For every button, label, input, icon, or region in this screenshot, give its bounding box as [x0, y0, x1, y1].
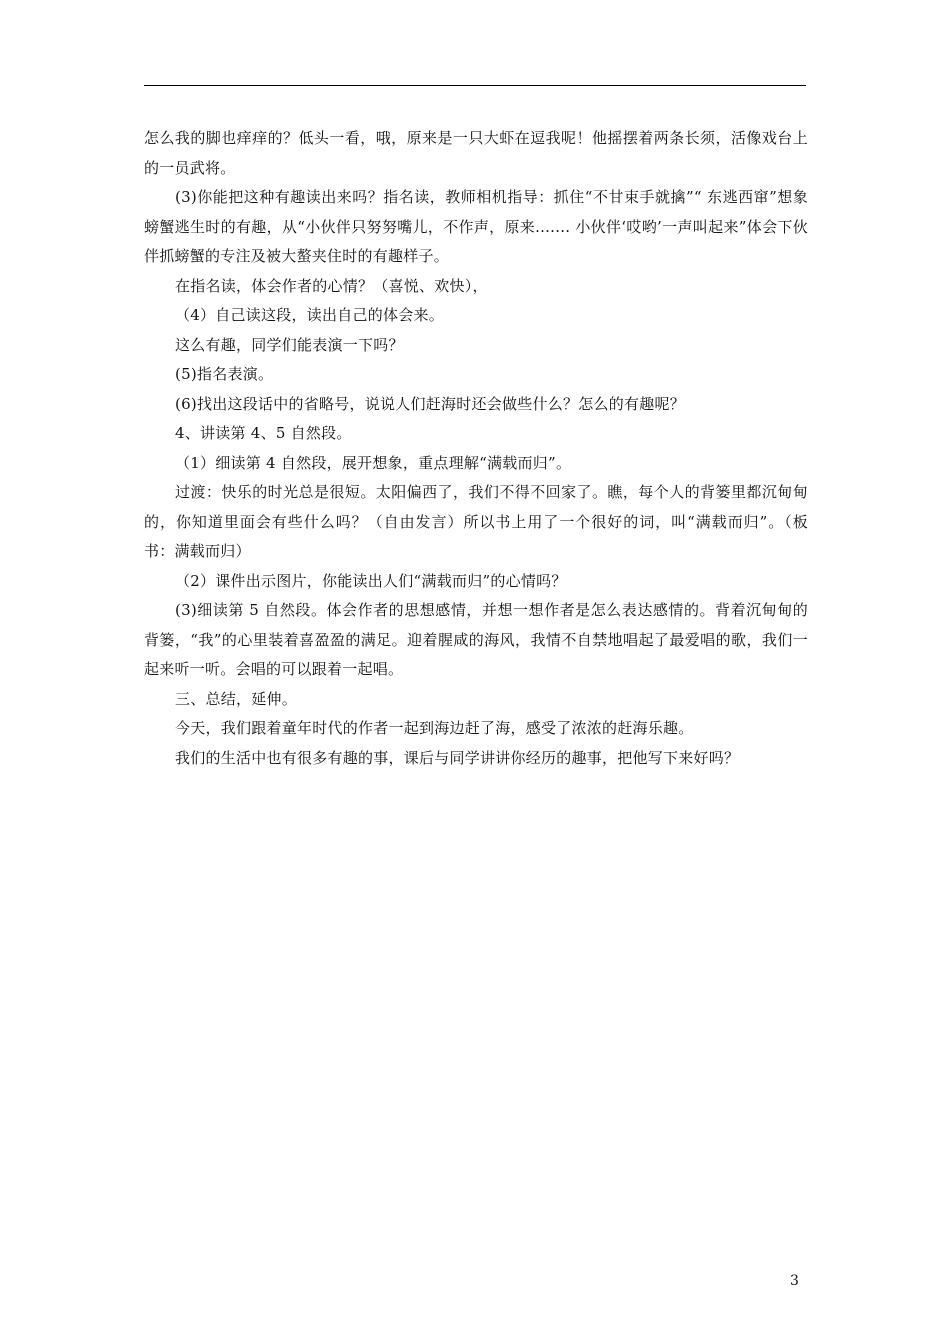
- paragraph-homework: 我们的生活中也有很多有趣的事，课后与同学讲讲你经历的趣事，把他写下来好吗？: [175, 748, 740, 767]
- paragraph-step-4-self-read: （4）自己读这段，读出自己的体会来。: [175, 306, 445, 324]
- paragraph-read-section-4: （1）细读第 4 自然段，展开想象，重点理解“满载而归”。: [175, 453, 572, 472]
- paragraph-step-5-perform: (5)指名表演。: [175, 365, 274, 383]
- header-rule: [144, 85, 806, 86]
- paragraph-read-section-5: (3)细读第 5 自然段。体会作者的思想感情，并想一想作者是怎么表达感情的。背着沉甸甸的背篓，“我”的心里装着喜盈盈的满足。迎着腥咸的海风，我情不自禁地唱起了最爱唱的歌，我们一起来听一听。会唱的可以跟着一起唱。: [144, 601, 808, 678]
- document-body: [144, 124, 808, 773]
- paragraph-transition: 过渡：快乐的时光总是很短。太阳偏西了，我们不得不回家了。瞧，每个人的背篓里都沉甸甸的，你知道里面会有些什么吗？（自由发言）所以书上用了一个很好的词，叫“满载而归”。（板书：满载而归）: [144, 483, 808, 560]
- paragraph-shrimp-continuation: 怎么我的脚也痒痒的？低头一看，哦，原来是一只大虾在逗我呢！他摇摆着两条长须，活像戏台上的一员武将。: [144, 129, 808, 177]
- paragraph-show-pictures: （2）课件出示图片，你能读出人们“满载而归”的心情吗？: [175, 571, 567, 590]
- paragraph-step-3-read-interest: (3)你能把这种有趣读出来吗？指名读，教师相机指导：抓住“不甘束手就擒”“ 东逃西窜”想象螃蟹逃生时的有趣，从“小伙伴只努努嘴儿，不作声，原来....... 小伙伴‘哎哟’一声叫起来”体会下伙伴抓螃蟹的专注及被大螯夹住时的有趣样子。: [144, 188, 808, 265]
- paragraph-summary-today: 今天，我们跟着童年时代的作者一起到海边赶了海，感受了浓浓的赶海乐趣。: [175, 719, 694, 737]
- section-heading-summary: 三、总结，延伸。: [175, 689, 298, 708]
- paragraph-perform-question: 这么有趣，同学们能表演一下吗？: [175, 335, 404, 354]
- paragraph-step-6-ellipsis: (6)找出这段话中的省略号，说说人们赶海时还会做些什么？怎么的有趣呢？: [175, 394, 686, 413]
- page-number: 3: [790, 1273, 799, 1289]
- section-heading-4: 4、讲读第 4、5 自然段。: [175, 424, 352, 442]
- paragraph-author-mood: 在指名读，体会作者的心情？（喜悦、欢快），: [175, 276, 488, 295]
